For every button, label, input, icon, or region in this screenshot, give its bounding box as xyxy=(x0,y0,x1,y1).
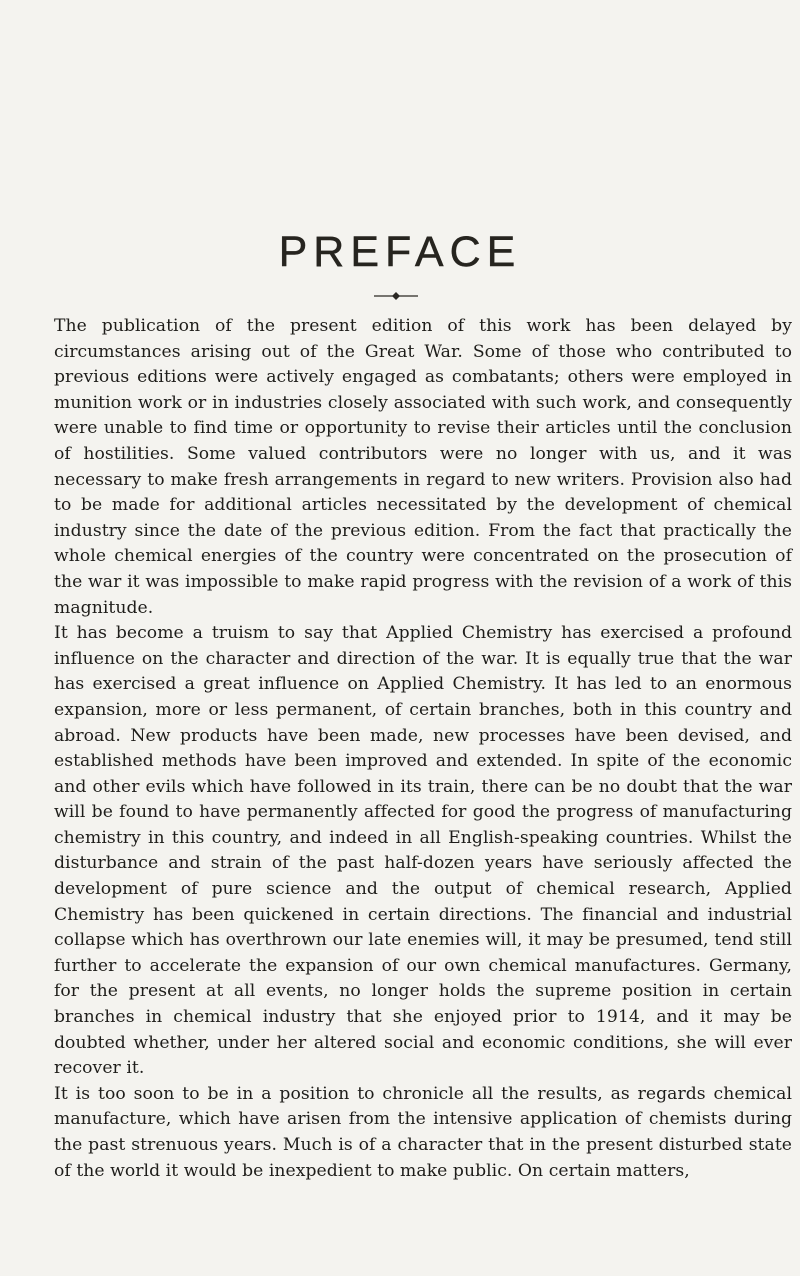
page-title: PREFACE xyxy=(278,228,522,276)
paragraph-3: It is too soon to be in a position to chronicle all the results, as regards chemical manufacture, which have arisen from the intensive application of chemists during the past strenuous years. Much is of a character that in the present disturbed state of the world it would be inexpedient to make public. On certain matters, xyxy=(54,1083,792,1181)
divider-ornament-icon xyxy=(374,290,418,302)
paragraph-1: The publication of the present edition of this work has been delayed by circumstances arising out of the Great War. Some of those who contributed to previous editions were actively engaged as combatants; others were employed in munition work or in industries closely associated with such work, and consequently were unable to find time or opportunity to revise their articles until the conclusion of hostilities. Some valued contributors were no longer with us, and it was necessary to make fresh arrangements in regard to new writers. Provision also had to be made for additional articles necessitated by the development of chemical industry since the date of the previous edition. From the fact that practically the whole chemical energies of the country were concentrated on the prosecution of the war it was impossible to make rapid progress with the revision of a work of this magnitude. xyxy=(54,316,792,618)
preface-body xyxy=(54,314,792,1184)
paragraph-2: It has become a truism to say that Applied Chemistry has exercised a profound influence on the character and direction of the war. It is equally true that the war has exercised a great influence on Applied Chemistry. It has led to an enormous expansion, more or less permanent, of certain branches, both in this country and abroad. New products have been made, new processes have been devised, and established methods have been improved and extended. In spite of the economic and other evils which have followed in its train, there can be no doubt that the war will be found to have permanently affected for good the progress of manufacturing chemistry in this country, and indeed in all English-speaking countries. Whilst the disturbance and strain of the past half-dozen years have seriously affected the development of pure science and the output of chemical research, Applied Chemistry has been quickened in certain directions. The financial and industrial collapse which has overthrown our late enemies will, it may be presumed, tend still further to accelerate the expansion of our own chemical manufactures. Germany, for the present at all events, no longer holds the supreme position in certain branches in chemical industry that she enjoyed prior to 1914, and it may be doubted whether, under her altered social and economic conditions, she will ever recover it. xyxy=(54,623,792,1079)
